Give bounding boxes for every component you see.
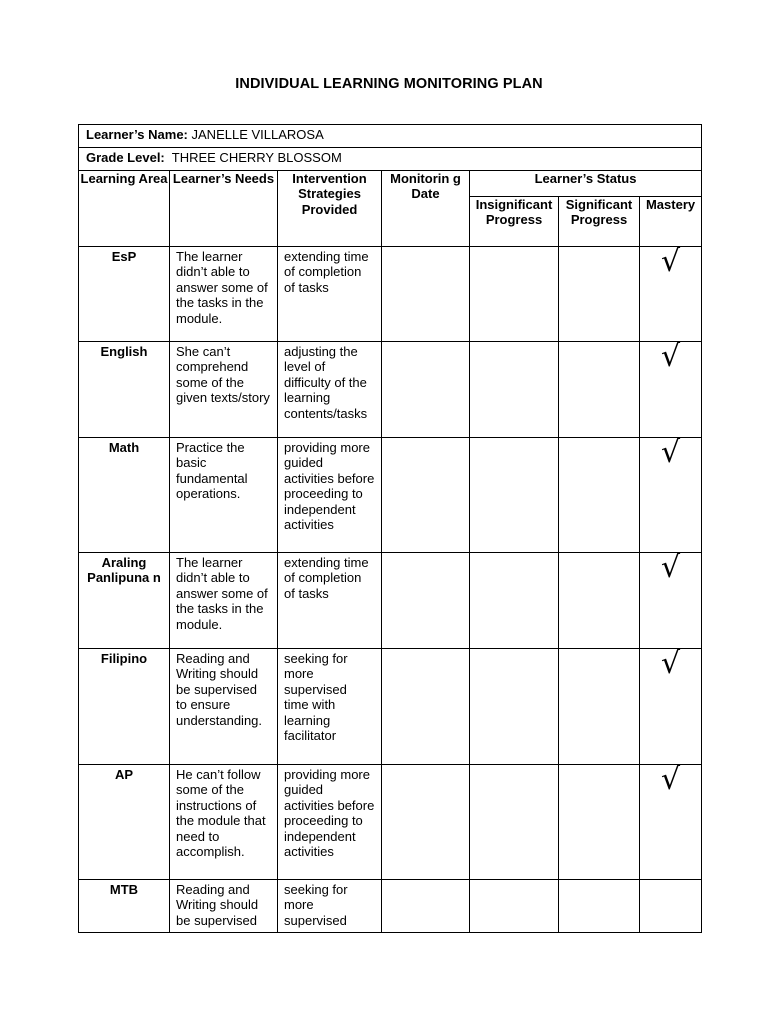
table-row [79,880,702,933]
grade-level-row [79,148,702,171]
learning-area-cell: Math [79,438,170,553]
insignificant-cell [470,553,559,649]
table-row [79,765,702,880]
monitoring-date-cell [382,649,470,765]
monitoring-date-cell [382,438,470,553]
monitoring-date-cell [382,765,470,880]
mastery-cell [640,339,702,438]
intervention-cell: seeking for more supervised time with learning facilitator [278,649,382,765]
grade-level-cell [79,148,702,171]
intervention-cell: providing more guided activities before proceeding to independent activities [278,438,382,553]
header-learning-area: Learning Area [79,171,170,247]
intervention-cell: seeking for more supervised [278,880,382,933]
checkmark: √ [660,646,681,681]
learner-name-row [79,125,702,148]
mastery-cell [640,435,702,553]
learners-needs-cell: Reading and Writing should be supervised [170,880,278,933]
learning-area-cell: Araling Panlipuna n [79,553,170,649]
learners-needs-cell: The learner didn’t able to answer some of the tasks in the module. [170,553,278,649]
grade-level-label: Grade Level: [86,150,165,165]
learning-area-cell: Filipino [79,649,170,765]
checkmark: √ [660,550,681,585]
intervention-cell: extending time of completion of tasks [278,247,382,342]
learner-name-value: JANELLE VILLAROSA [191,127,324,142]
learner-name-label: Learner’s Name: [86,127,188,142]
table-row [79,553,702,649]
significant-cell [559,438,640,553]
intervention-cell: adjusting the level of difficulty of the learning contents/tasks [278,342,382,438]
insignificant-cell [470,438,559,553]
significant-cell [559,553,640,649]
header-row-1 [79,171,702,197]
header-significant-progress: Significant Progress [559,197,640,247]
table-row [79,649,702,765]
table-row [79,438,702,553]
insignificant-cell [470,247,559,342]
insignificant-cell [470,342,559,438]
insignificant-cell [470,880,559,933]
monitoring-plan-table [78,124,702,933]
header-insignificant-progress: Insignificant Progress [470,197,559,247]
mastery-cell [640,646,702,765]
mastery-cell [640,762,702,880]
intervention-cell: providing more guided activities before proceeding to independent activities [278,765,382,880]
mastery-cell [640,550,702,649]
significant-cell [559,765,640,880]
document-title: INDIVIDUAL LEARNING MONITORING PLAN [235,76,543,92]
learning-area-cell: English [79,342,170,438]
significant-cell [559,342,640,438]
checkmark: √ [660,339,681,374]
learners-needs-cell: He can’t follow some of the instructions of the module that need to accomplish. [170,765,278,880]
monitoring-date-cell [382,553,470,649]
insignificant-cell [470,649,559,765]
intervention-cell: extending time of completion of tasks [278,553,382,649]
header-learners-status: Learner’s Status [470,171,702,197]
learners-needs-cell: Practice the basic fundamental operations. [170,438,278,553]
checkmark: √ [660,762,681,797]
header-learners-needs: Learner’s Needs [170,171,278,247]
header-intervention: Intervention Strategies Provided [278,171,382,247]
grade-level-value: THREE CHERRY BLOSSOM [171,150,342,165]
insignificant-cell [470,765,559,880]
header-mastery: Mastery [640,197,702,247]
learning-area-cell: AP [79,765,170,880]
table-row [79,247,702,342]
header-monitoring-date: Monitorin g Date [382,171,470,247]
learners-needs-cell: The learner didn’t able to answer some of the tasks in the module. [170,247,278,342]
learners-needs-cell: Reading and Writing should be supervised to ensure understanding. [170,649,278,765]
monitoring-date-cell [382,880,470,933]
table-row [79,342,702,438]
learners-needs-cell: She can’t comprehend some of the given texts/story [170,342,278,438]
learning-area-cell: EsP [79,247,170,342]
monitoring-date-cell [382,342,470,438]
significant-cell [559,649,640,765]
learner-name-cell [79,125,702,148]
significant-cell [559,247,640,342]
mastery-cell [640,244,702,342]
checkmark: √ [660,244,681,279]
checkmark: √ [660,435,681,470]
significant-cell [559,880,640,933]
mastery-cell [640,880,702,933]
learning-area-cell: MTB [79,880,170,933]
monitoring-date-cell [382,247,470,342]
